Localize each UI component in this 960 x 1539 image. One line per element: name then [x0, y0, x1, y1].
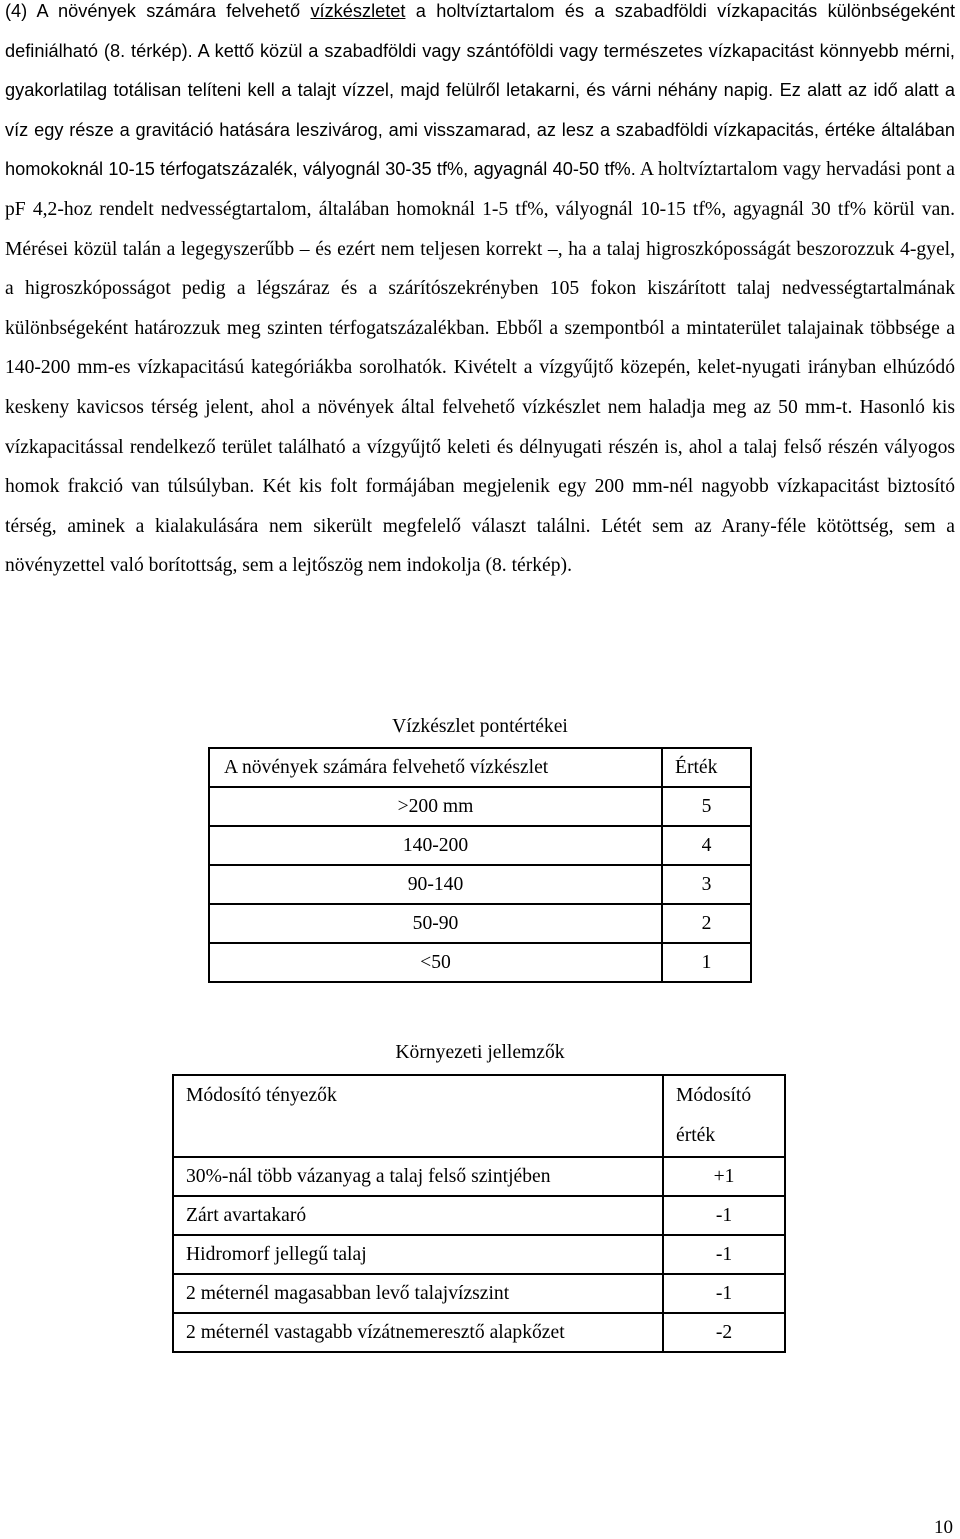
- header-cell: [173, 1075, 663, 1157]
- table-row: [173, 1157, 785, 1196]
- header-label: Módosító: [676, 1085, 752, 1106]
- table-cell: >200 mm: [209, 787, 662, 826]
- table-cell: 4: [662, 826, 751, 865]
- table-cell: 3: [662, 865, 751, 904]
- table-row: [173, 1235, 785, 1274]
- table-row: [173, 1196, 785, 1235]
- water-value-table: [208, 747, 752, 983]
- table-cell: -1: [663, 1235, 785, 1274]
- table-cell: -1: [663, 1196, 785, 1235]
- table-cell: 90-140: [209, 865, 662, 904]
- table-cell: 2 méternél magasabban levő talajvízszint: [173, 1274, 663, 1313]
- table-cell: 5: [662, 787, 751, 826]
- table-cell: Hidromorf jellegű talaj: [173, 1235, 663, 1274]
- header-label: Módosító tényezők: [186, 1085, 337, 1106]
- table-row: [209, 787, 751, 826]
- table-row: [209, 865, 751, 904]
- env-table-caption: Környezeti jellemzők: [395, 1042, 565, 1063]
- table-cell: -1: [663, 1274, 785, 1313]
- table-cell: 50-90: [209, 904, 662, 943]
- table-cell: 2 méternél vastagabb vízátnemeresztő alapkőzet: [173, 1313, 663, 1352]
- paragraph-part-3: A holtvíztartalom vagy hervadási pont a pF 4,2-hoz rendelt nedvességtartalom, általában homoknál 1-5 tf%, vályognál 10-15 tf%, agyagnál 30 tf% körül van. Mérései közül talán a legegyszerűbb – és ezért nem teljesen korrekt –, ha a talaj higroszkóposságát beszorozzuk 4-gyel, a higroszkóposságot pedig a légszáraz és a szárítószekrényben 105 fokon kiszárított talaj nedvességtartalmának különbségeként határozzuk meg szinten térfogatszázalékban. Ebből a szempontból a mintaterület talajainak többsége a 140-200 mm-es vízkapacitású kategóriákba sorolhatók. Kivételt a vízgyűjtő közepén, kelet-nyugati irányban elhúzódó keskeny kavicsos térség jelent, ahol a növények által felvehető vízkészlet nem haladja meg az 50 mm-t. Hasonló kis vízkapacitással rendelkező terület található a vízgyűjtő keleti és délnyugati részén is, ahol a talaj felső részén vályogos homok frakció van túlsúlyban. Két kis folt formájában megjelenik egy 200 mm-nél nagyobb vízkapacitást biztosító térség, aminek a kialakulására nem sikerült megfelelő választ találni. Létét sem az Arany-féle kötöttség, sem a növényzettel való borítottság, sem a lejtőszög nem indokolja (8. térkép).: [5, 159, 955, 577]
- table-header-row: [209, 748, 751, 787]
- table-cell: 30%-nál több vázanyag a talaj felső szintjében: [173, 1157, 663, 1196]
- table-cell: 140-200: [209, 826, 662, 865]
- table-header-row: [173, 1075, 785, 1157]
- table-row: [173, 1274, 785, 1313]
- table-row: [173, 1313, 785, 1352]
- header-cell: A növények számára felvehető vízkészlet: [209, 748, 662, 787]
- header-cell: [663, 1075, 785, 1157]
- table-row: [209, 826, 751, 865]
- paragraph-part-1: (4) A növények számára felvehető: [5, 1, 311, 21]
- table-cell: <50: [209, 943, 662, 982]
- table-cell: 1: [662, 943, 751, 982]
- table-cell: +1: [663, 1157, 785, 1196]
- environment-modifier-table: [172, 1074, 786, 1353]
- table-cell: 2: [662, 904, 751, 943]
- table-row: [209, 904, 751, 943]
- table-cell: Zárt avartakaró: [173, 1196, 663, 1235]
- water-table-caption: Vízkészlet pontértékei: [392, 716, 568, 737]
- body-paragraph: [5, 0, 955, 586]
- table-row: [209, 943, 751, 982]
- header-cell: Érték: [662, 748, 751, 787]
- keyword-vizkeszletet: vízkészletet: [310, 1, 406, 21]
- page-number: 10: [934, 1517, 953, 1538]
- paragraph-part-2: a holtvíztartalom és a szabadföldi vízkapacitás különbségeként definiálható (8. térkép). A kettő közül a szabadföldi vagy szántóföldi vagy természetes vízkapacitást könnyebb mérni, gyakorlatilag totálisan telíteni kell a talajt vízzel, majd felülről letakarni, és várni néhány napig. Ez alatt az idő alatt a víz egy része a gravitáció hatására leszivárog, ami visszamarad, az lesz a szabadföldi vízkapacitás, értéke általában homokoknál 10-15 térfogatszázalék, vályognál 30-35 tf%, agyagnál 40-50 tf%.: [5, 1, 955, 180]
- header-label: érték: [676, 1125, 716, 1146]
- table-cell: -2: [663, 1313, 785, 1352]
